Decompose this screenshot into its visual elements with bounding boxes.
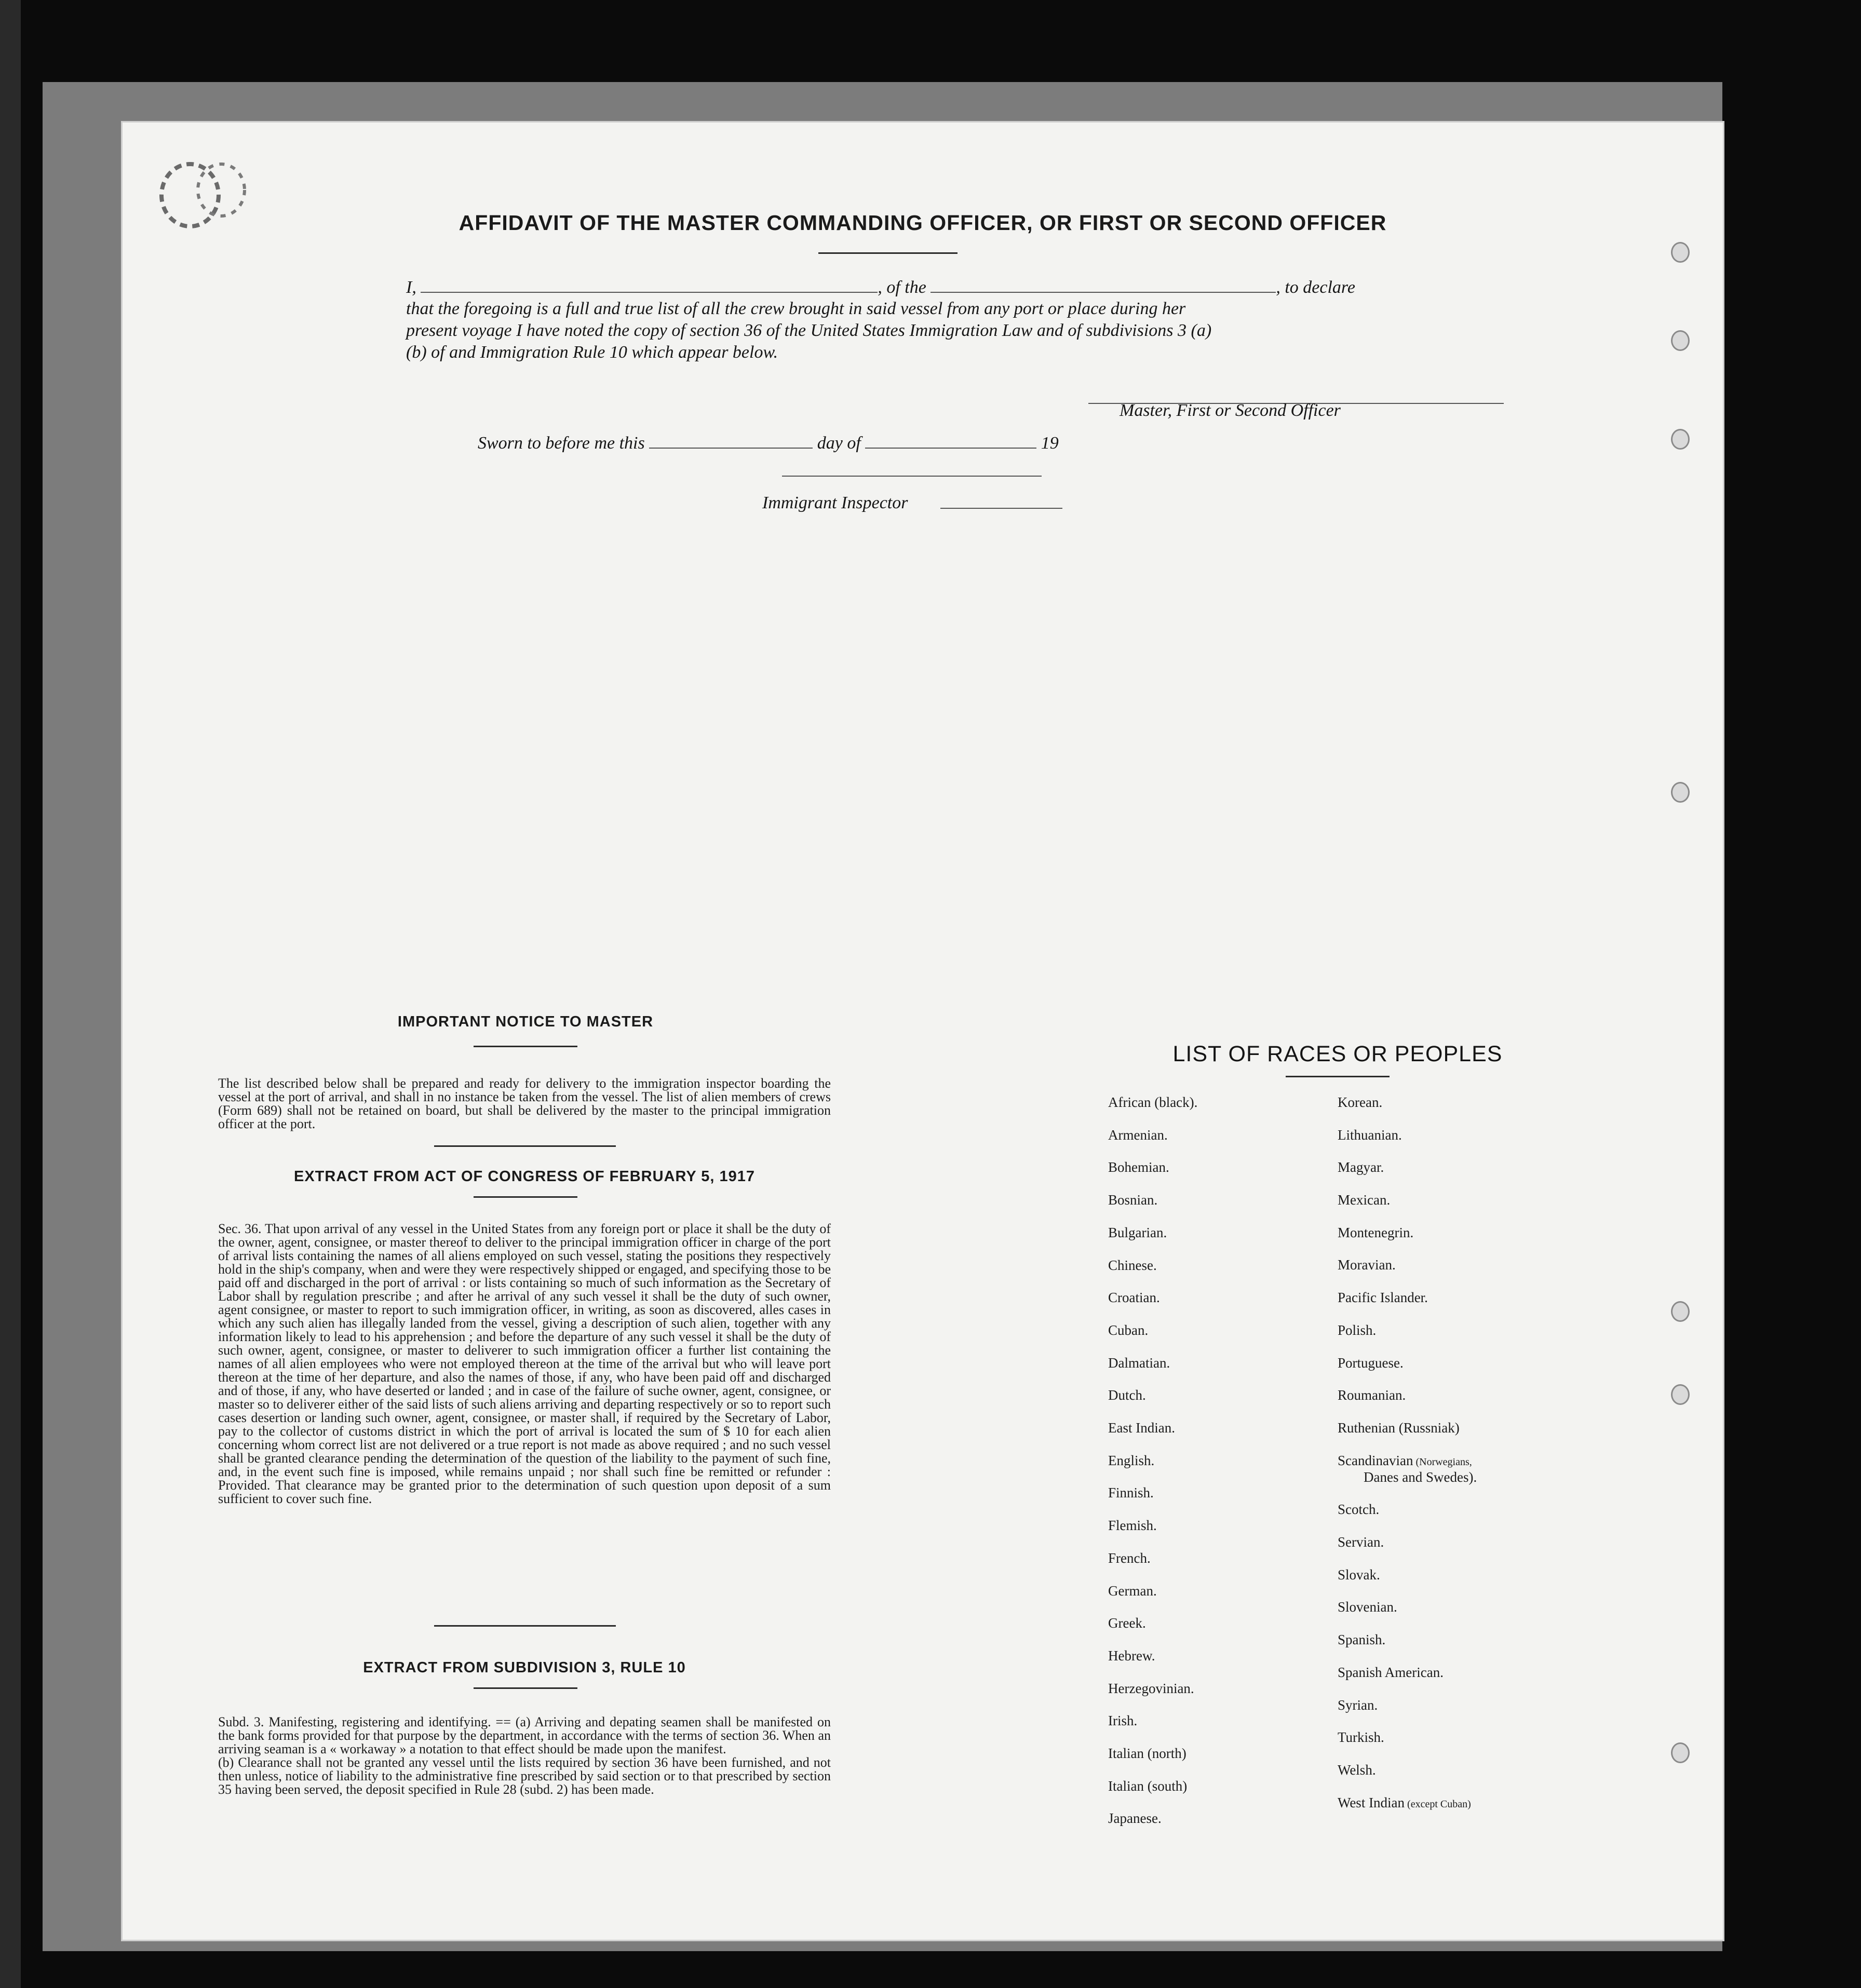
document-page (123, 123, 1723, 1940)
act-rule (474, 1196, 577, 1198)
race-item: Magyar. (1338, 1159, 1384, 1175)
race-item: Dalmatian. (1108, 1355, 1170, 1371)
punch-hole (1671, 330, 1690, 351)
label-i: I, (406, 278, 416, 297)
race-item: Roumanian. (1338, 1387, 1406, 1403)
race-item: French. (1108, 1550, 1151, 1566)
race-item: Irish. (1108, 1713, 1138, 1728)
label-to-declare: , to declare (1276, 278, 1355, 297)
left-binding (0, 0, 21, 1988)
act-heading: EXTRACT FROM ACT OF CONGRESS OF FEBRUARY 5, 1917 (293, 1168, 756, 1185)
notice-heading: IMPORTANT NOTICE TO MASTER (397, 1013, 654, 1030)
rule-text (218, 1715, 831, 1796)
day-of-label: day of (817, 434, 861, 453)
race-note: (except Cuban) (1405, 1798, 1471, 1810)
race-item: Japanese. (1108, 1810, 1162, 1826)
title-rule (818, 252, 958, 254)
inspector-label: Immigrant Inspector (762, 493, 908, 512)
race-item: Italian (north) (1108, 1746, 1186, 1761)
race-item: Herzegovinian. (1108, 1681, 1194, 1696)
vessel-field[interactable] (930, 276, 1276, 293)
race-item: Cuban. (1108, 1322, 1149, 1338)
race-item: Pacific Islander. (1338, 1290, 1428, 1305)
punch-hole (1671, 1742, 1690, 1763)
race-item: Hebrew. (1108, 1648, 1155, 1664)
race-item: Syrian. (1338, 1697, 1378, 1713)
declaration-line-1 (406, 276, 1533, 299)
race-item: Scandinavian (Norwegians, (1338, 1453, 1472, 1468)
act-text: Sec. 36. That upon arrival of any vessel in the United States from any foreign port or place it shall be the duty of the owner, agent, consignee, or master thereof to deliver to the principal immigration officer in charge of the port of arrival lists containing the names of all aliens employed on such vessel, stating the positions they respectively hold in the ship's company, when and were they were respectively shipped or engaged, and specifying those to be paid off and discharged in the port of arrival : or lists containing so much of such information as the Secretary of Labor shall by regulation prescribe ; and after he arrival of any such vessel it shall be the duty of such owner, agent consignee, or master to report to such immigration officer, in writing, as soon as discovered, alles cases in which any such alien has illegally landed from the vessel, giving a description of such alien, together with any information likely to lead to his apprehension ; and before the departure of any such vessel it shall be the duty of such owner, agent, consignee, or master to deliverer to such immigration officer a further list containing the names of all alien employees who were not employed thereon at the time of the arrival but who will leave port thereon at the time of her departure, and also the names of those, if any, who have been paid off and discharged and of those, if any, who have deserted or landed ; and in case of the failure of suche owner, agent, consignee, or master so to deliverer either of the said lists of such aliens arriving and departing respectively or so to report such cases desertion or landing such owner, agent, consignee, or master shall, if required by the Secretary of Labor, pay to the collector of customs district in which the port of arrival is located the sum of $ 10 for each alien concerning whom correct list are not delivered or a true report is not made as above required ; and no such vessel shall be granted clearance pending the determination of the question of the liability to the payment of such fine, and, in the event such fine is imposed, while remains unpaid ; nor shall such fine be remitted or refunder : Provided. That clearance may be granted prior to the determination of such question upon deposit of a sum sufficient to cover such fine. (218, 1221, 831, 1506)
race-item: Montenegrin. (1338, 1225, 1414, 1240)
inspector-signature-field[interactable] (782, 460, 1042, 477)
punch-hole (1671, 429, 1690, 450)
punch-hole (1671, 1301, 1690, 1322)
name-field[interactable] (421, 276, 878, 293)
race-item: Spanish. (1338, 1632, 1386, 1647)
master-signature-label: Master, First or Second Officer (1120, 401, 1341, 420)
race-item: Polish. (1338, 1322, 1377, 1338)
race-item: Welsh. (1338, 1762, 1376, 1778)
punch-hole (1671, 782, 1690, 803)
declaration-line-3: present voyage I have noted the copy of section 36 of the United States Immigration Law and of subdivisions 3 (a) (406, 321, 1212, 340)
sworn-label: Sworn to before me this (478, 434, 645, 453)
race-item: Greek. (1108, 1615, 1146, 1631)
race-item: Italian (south) (1108, 1778, 1188, 1794)
races-rule (1286, 1076, 1390, 1077)
races-title: LIST OF RACES OR PEOPLES (1172, 1042, 1503, 1066)
inspector-line (940, 494, 1062, 509)
race-item: Mexican. (1338, 1192, 1391, 1208)
race-item: Spanish American. (1338, 1665, 1444, 1680)
race-item: Croatian. (1108, 1290, 1160, 1305)
sworn-month-field[interactable] (865, 432, 1036, 449)
affidavit-title: AFFIDAVIT OF THE MASTER COMMANDING OFFICER, OR FIRST OR SECOND OFFICER (458, 211, 1387, 235)
year-label: 19 (1041, 434, 1059, 453)
race-item: Slovenian. (1338, 1599, 1397, 1615)
race-item: Ruthenian (Russniak) (1338, 1420, 1460, 1436)
race-item: English. (1108, 1453, 1155, 1468)
race-item: East Indian. (1108, 1420, 1175, 1436)
race-item: Dutch. (1108, 1387, 1146, 1403)
race-note: (Norwegians, (1413, 1456, 1472, 1468)
race-item: Chinese. (1108, 1257, 1157, 1273)
notice-end-rule (434, 1145, 616, 1147)
race-note: Danes and Swedes). (1364, 1469, 1477, 1485)
race-item: Bosnian. (1108, 1192, 1158, 1208)
race-item: Bohemian. (1108, 1159, 1169, 1175)
race-item: Flemish. (1108, 1518, 1157, 1533)
race-item: Moravian. (1338, 1257, 1396, 1273)
punch-hole (1671, 242, 1690, 263)
act-end-rule (434, 1625, 616, 1627)
punch-hole (1671, 1384, 1690, 1405)
declaration-line-4: (b) of and Immigration Rule 10 which appear below. (406, 343, 778, 362)
sworn-day-field[interactable] (649, 432, 813, 449)
race-item: German. (1108, 1583, 1157, 1599)
declaration-line-2: that the foregoing is a full and true list of all the crew brought in said vessel from any port or place during her (406, 299, 1186, 318)
rule-heading: EXTRACT FROM SUBDIVISION 3, RULE 10 (363, 1659, 686, 1676)
race-item: Korean. (1338, 1094, 1383, 1110)
race-item: African (black). (1108, 1094, 1198, 1110)
label-of-the: , of the (878, 278, 926, 297)
race-item: Turkish. (1338, 1729, 1384, 1745)
race-item: Slovak. (1338, 1567, 1380, 1583)
race-item: West Indian (except Cuban) (1338, 1795, 1471, 1810)
race-item: Armenian. (1108, 1127, 1168, 1143)
rule-text-b: (b) Clearance shall not be granted any vessel until the lists required by section 36 have been furnished, and not then unless, notice of liability to the administrative fine prescribed by said section or to that prescribed by section 35 having been served, the deposit specified in Rule 28 (subd. 2) has been made. (218, 1755, 831, 1797)
notice-text: The list described below shall be prepared and ready for delivery to the immigration inspector boarding the vessel at the port of arrival, and shall in no instance be taken from the vessel. The list of alien members of crews (Form 689) shall not be retained on board, but shall be delivered by the master to the principal immigration officer at the port. (218, 1076, 831, 1131)
sworn-line (478, 432, 1059, 454)
rule-rule (474, 1687, 577, 1689)
race-item: Bulgarian. (1108, 1225, 1167, 1240)
race-item: Scotch. (1338, 1502, 1380, 1517)
race-item: Portuguese. (1338, 1355, 1404, 1371)
race-item: Lithuanian. (1338, 1127, 1402, 1143)
rule-text-a: Subd. 3. Manifesting, registering and identifying. == (a) Arriving and depating seamen shall be manifested on the bank forms provided for that purpose by the department, in accordance with the terms of section 36. When an arriving seaman is a « workaway » a notation to that effect should be made upon the manifest. (218, 1714, 831, 1756)
notice-rule (474, 1046, 577, 1047)
race-item: Finnish. (1108, 1485, 1154, 1500)
race-item: Servian. (1338, 1534, 1384, 1550)
